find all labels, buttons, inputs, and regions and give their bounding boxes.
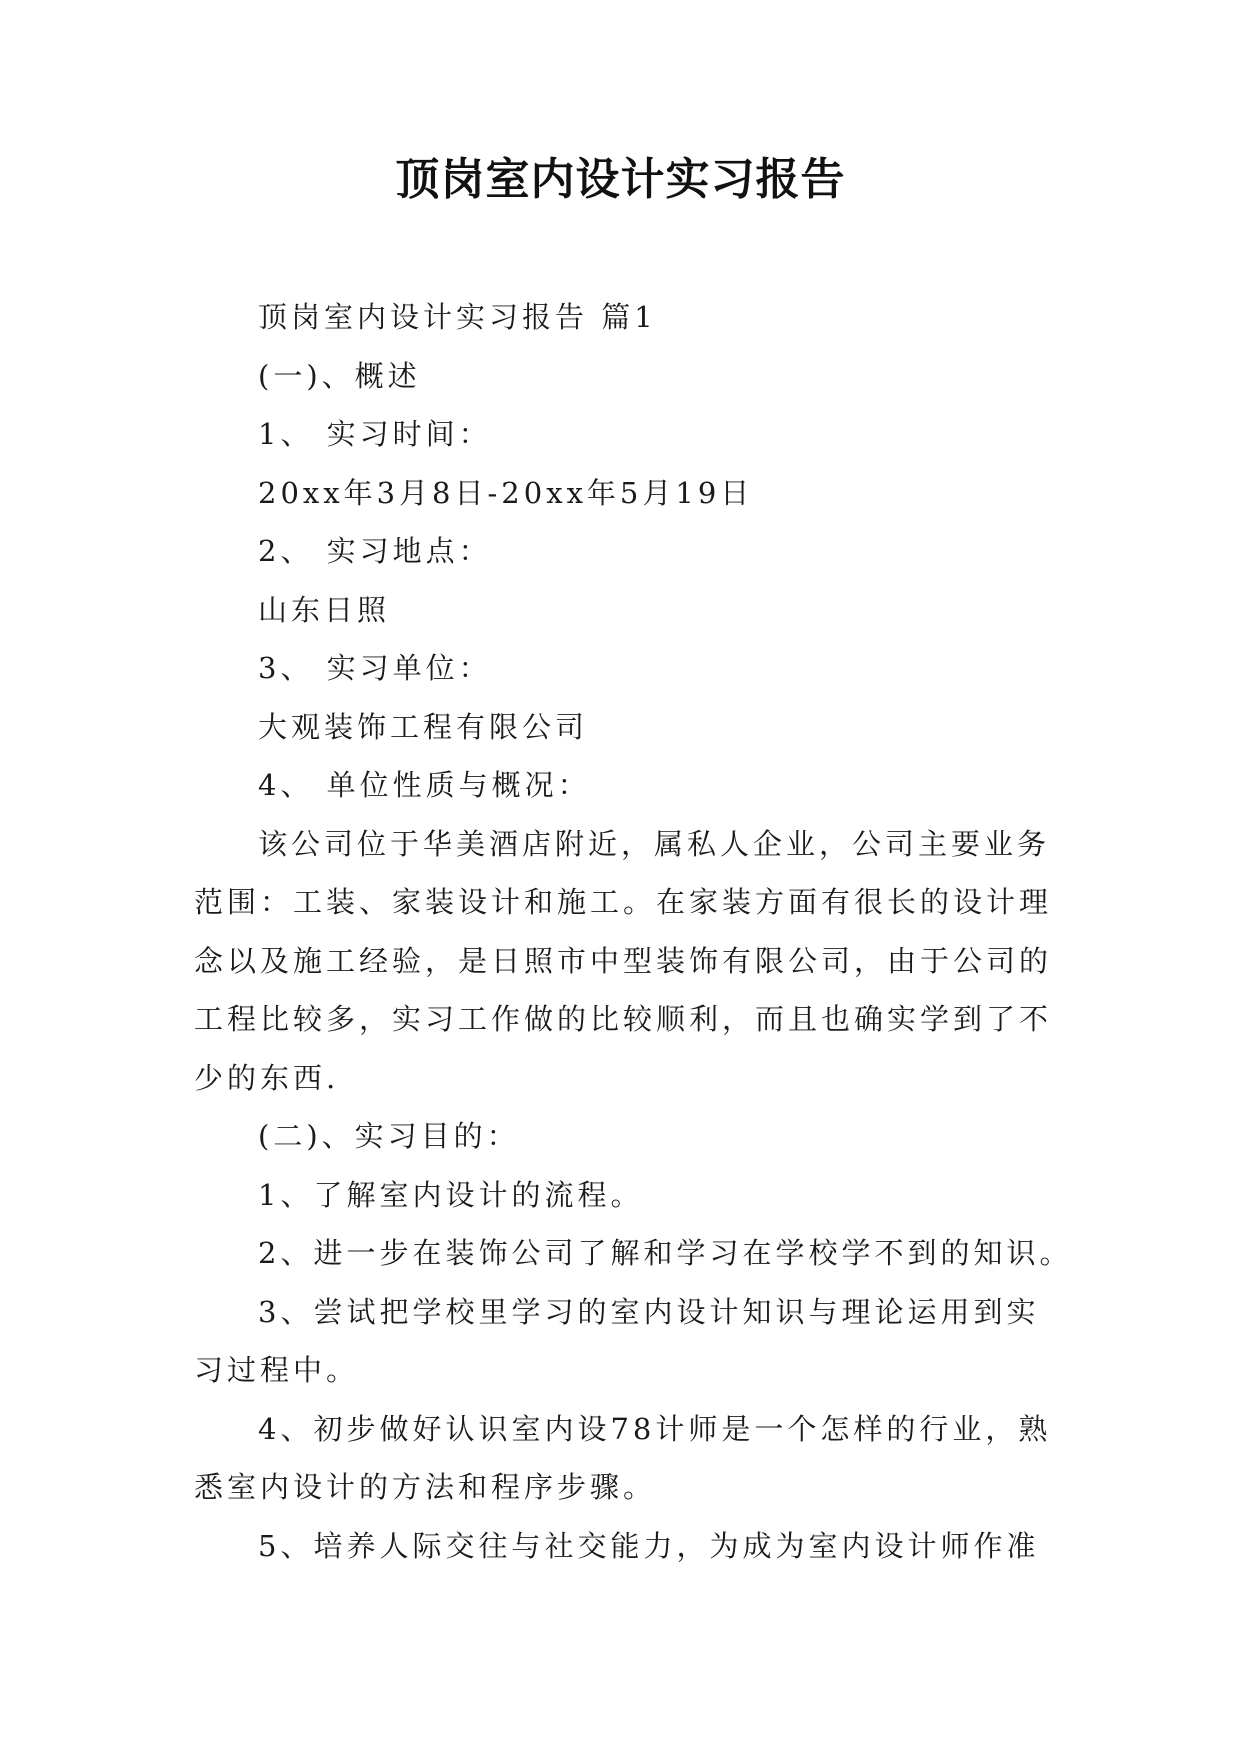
text-line: 山东日照 <box>258 592 391 627</box>
text-line: 4、初步做好认识室内设78计师是一个怎样的行业，熟 <box>258 1411 1052 1446</box>
text-line: 少的东西. <box>194 1060 340 1095</box>
text-line: 该公司位于华美酒店附近，属私人企业，公司主要业务 <box>258 826 1051 861</box>
text-line: 顶岗室内设计实习报告 篇1 <box>258 300 657 334</box>
text-line: 4、 单位性质与概况： <box>258 768 591 802</box>
text-line: (二)、实习目的： <box>258 1119 520 1153</box>
text-line: 1、 实习时间： <box>258 417 492 451</box>
document-body <box>194 288 1073 1575</box>
text-line: 2、 实习地点： <box>258 534 492 568</box>
text-line: 念以及施工经验，是日照市中型装饰有限公司，由于公司的 <box>194 943 1053 978</box>
document-title: 顶岗室内设计实习报告 <box>395 154 846 205</box>
text-line: 2、进一步在装饰公司了解和学习在学校学不到的知识。 <box>258 1236 1073 1270</box>
text-line: (一)、概述 <box>258 358 421 393</box>
text-line: 大观装饰工程有限公司 <box>258 709 589 744</box>
text-line: 习过程中。 <box>194 1353 360 1387</box>
text-line: 5、培养人际交往与社交能力，为成为室内设计师作准 <box>258 1528 1040 1563</box>
text-line: 20xx年3月8日-20xx年5月19日 <box>258 475 754 510</box>
text-line: 范围：工装、家装设计和施工。在家装方面有很长的设计理 <box>194 885 1053 919</box>
text-line: 工程比较多，实习工作做的比较顺利，而且也确实学到了不 <box>194 1002 1053 1036</box>
text-line: 3、 实习单位： <box>258 651 492 685</box>
text-line: 3、尝试把学校里学习的室内设计知识与理论运用到实 <box>258 1294 1040 1329</box>
text-line: 1、了解室内设计的流程。 <box>258 1177 644 1212</box>
text-line: 悉室内设计的方法和程序步骤。 <box>194 1470 657 1504</box>
